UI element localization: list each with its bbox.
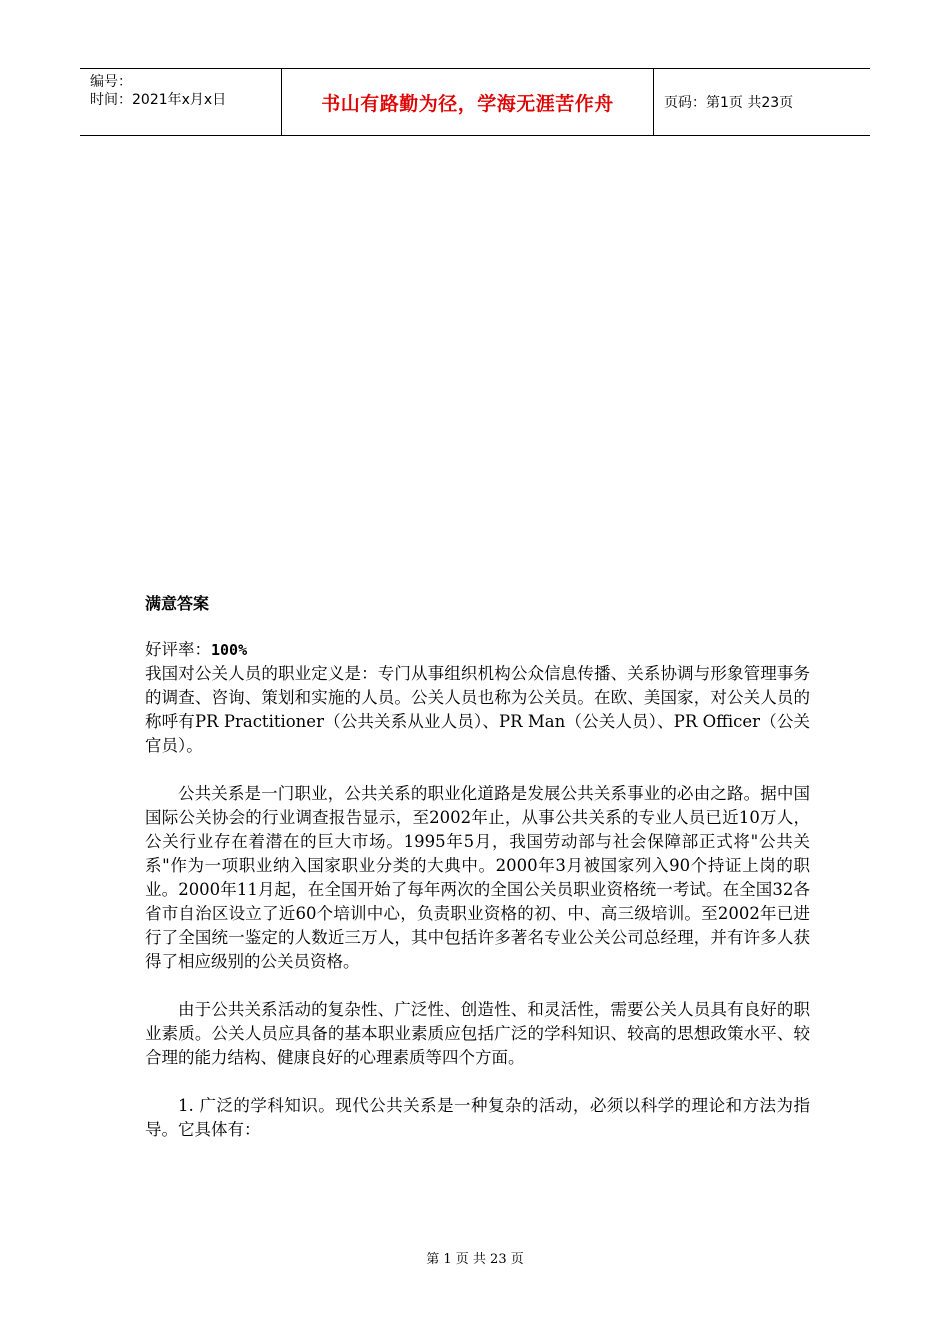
header-motto-cell [282, 69, 654, 135]
paragraph-profession: 公共关系是一门职业，公共关系的职业化道路是发展公共关系事业的必由之路。据中国国际公关协会的行业调查报告显示，至2002年止，从事公共关系的专业人员已近10万人，公关行业存在着潜在的巨大市场。1995年5月，我国劳动部与社会保障部正式将"公共关系"作为一项职业纳入国家职业分类的大典中。2000年3月被国家列入90个持证上岗的职业。2000年11月起，在全国开始了每年两次的全国公关员职业资格统一考试。在全国32各省市自治区设立了近60个培训中心，负责职业资格的初、中、高三级培训。至2002年已进行了全国统一鉴定的人数近三万人，其中包括许多著名专业公关公司总经理，并有许多人获得了相应级别的公关员资格。 [145, 784, 810, 971]
rating-value: 100% [211, 641, 248, 659]
paragraph-gap [145, 1070, 810, 1094]
paragraph-definition: 我国对公关人员的职业定义是：专门从事组织机构公众信息传播、关系协调与形象管理事务的调查、咨询、策划和实施的人员。公关人员也称为公关员。在欧、美国家，对公关人员的称呼有PR Practitioner（公共关系从业人员）、PR Man（公关人员）、PR Officer（公关官员）。 [145, 664, 810, 755]
answer-title: 满意答案 [145, 594, 210, 613]
rating-line [145, 638, 810, 662]
paragraph-gap [145, 758, 810, 782]
paragraph-gap [145, 974, 810, 998]
header-page-cell [654, 69, 870, 135]
rating-label: 好评率： [145, 640, 211, 659]
header-date-label: 时间：2021年x月x日 [90, 92, 227, 108]
header-number-label: 编号： [90, 74, 132, 90]
header-page-info: 页码：第1页 共23页 [664, 95, 794, 111]
page-footer: 第 1 页 共 23 页 [426, 1252, 524, 1267]
header-motto: 书山有路勤为径，学海无涯苦作舟 [321, 92, 614, 115]
paragraph-qualities: 由于公共关系活动的复杂性、广泛性、创造性、和灵活性，需要公关人员具有良好的职业素质。公关人员应具备的基本职业素质应包括广泛的学科知识、较高的思想政策水平、较合理的能力结构、健康良好的心理素质等四个方面。 [145, 1000, 810, 1067]
header-meta-cell [80, 69, 282, 135]
paragraph-knowledge: 1. 广泛的学科知识。现代公共关系是一种复杂的活动，必须以科学的理论和方法为指导。它具体有： [145, 1096, 810, 1139]
document-header [80, 68, 870, 136]
document-body [145, 592, 810, 1142]
